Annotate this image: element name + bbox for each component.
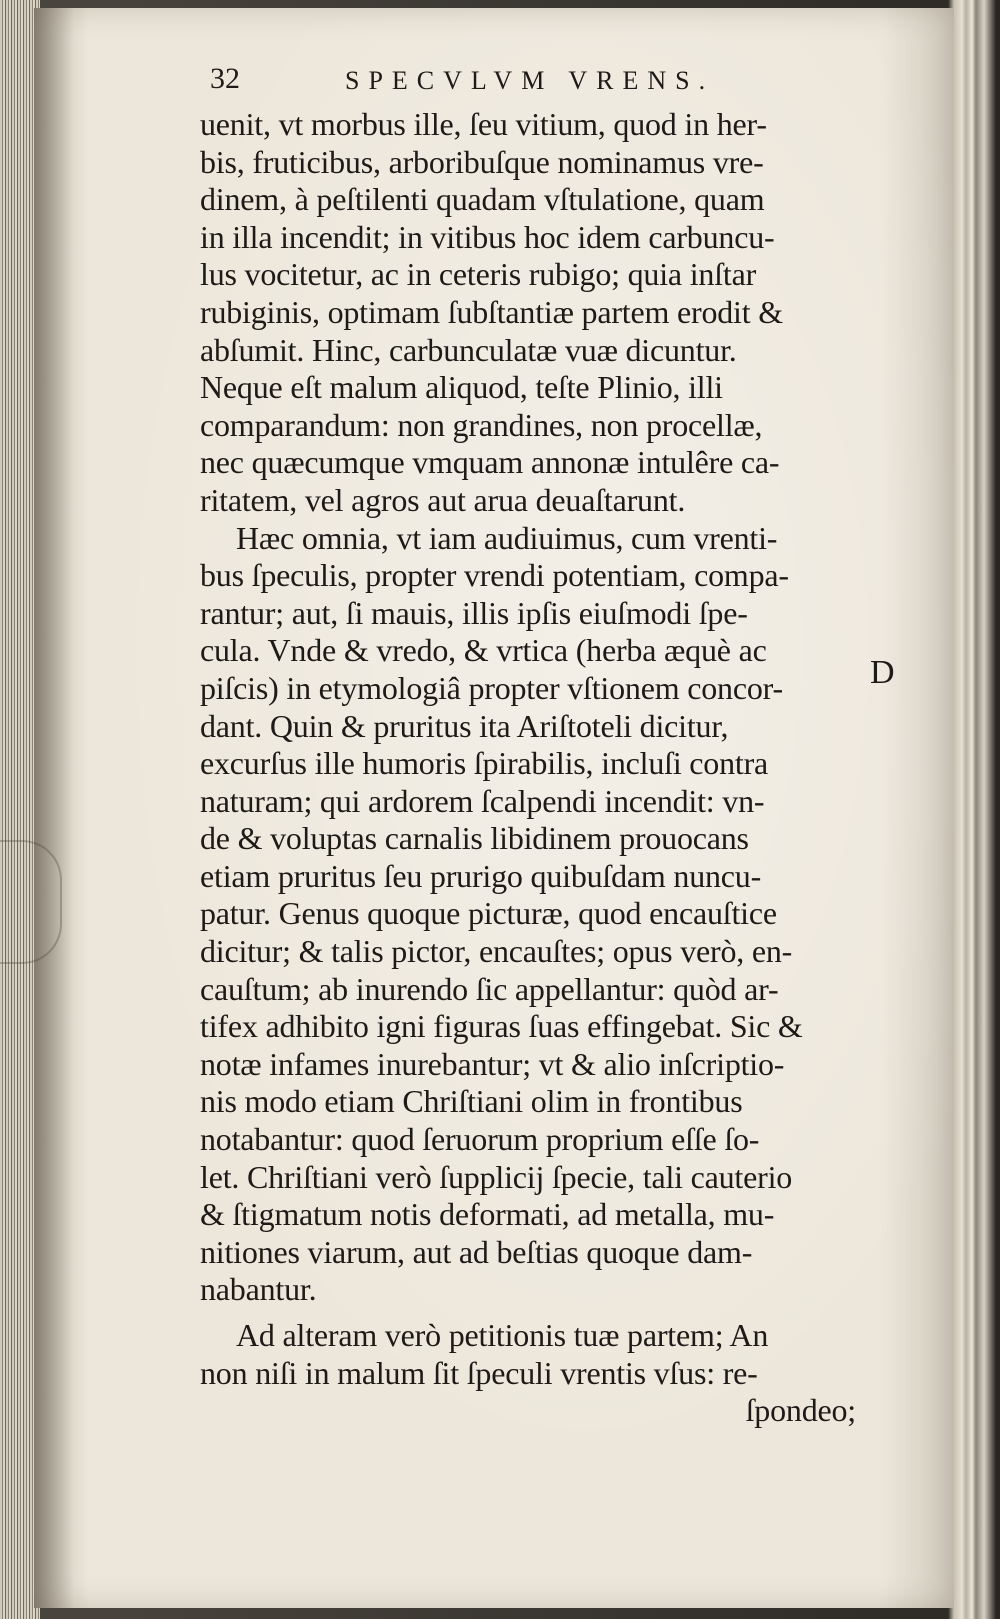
text-line: in illa incendit; in vitibus hoc idem carbuncu- [200, 218, 775, 255]
text-line: patur. Genus quoque picturæ, quod encauſtice [200, 895, 777, 932]
text-line: notæ infames inurebantur; vt & alio inſcriptio- [200, 1045, 785, 1082]
page-edges-right [948, 0, 1000, 1619]
paragraph-3 [200, 1317, 880, 1430]
paragraph-2 [200, 520, 880, 1309]
text-line: let. Chriſtiani verò ſupplicij ſpecie, tali cauterio [200, 1158, 793, 1195]
text-line: Hæc omnia, vt iam audiuimus, cum vrenti- [236, 519, 778, 556]
text-line: cula. Vnde & vredo, & vrtica (herba æquè ac [200, 632, 767, 669]
binding-mark [0, 840, 62, 964]
text-line: bus ſpeculis, propter vrendi potentiam, compa- [200, 557, 789, 594]
text-line: bis, fruticibus, arboribuſque nominamus vre- [200, 143, 764, 180]
text-line: uenit, vt morbus ille, ſeu vitium, quod in her- [200, 106, 767, 142]
catchword-line: ſpondeo; [745, 1392, 856, 1429]
text-line: naturam; qui ardorem ſcalpendi incendit: vn- [200, 782, 765, 819]
text-line: dicitur; & talis pictor, encauſtes; opus verò, en- [200, 933, 793, 970]
page-text-block [200, 62, 880, 1430]
text-line: Ad alteram verò petitionis tuæ partem; An [236, 1317, 769, 1353]
running-head [200, 62, 880, 102]
paragraph-1 [200, 106, 880, 520]
text-line: dant. Quin & pruritus ita Ariſtoteli dicitur, [200, 707, 729, 744]
text-line: nitiones viarum, aut ad beſtias quoque dam- [200, 1233, 753, 1270]
text-line: ritatem, vel agros aut arua deuaſtarunt. [200, 481, 686, 518]
text-line: nis modo etiam Chriſtiani olim in frontibus [200, 1083, 743, 1120]
text-line: notabantur: quod ſeruorum proprium eſſe ſo- [200, 1121, 760, 1158]
text-line: lus vocitetur, ac in ceteris rubigo; quia inſtar [200, 256, 757, 293]
text-line: Neque eſt malum aliquod, teſte Plinio, illi [200, 369, 723, 406]
text-line: abſumit. Hinc, carbunculatæ vuæ dicuntur. [200, 331, 737, 368]
text-line: comparandum: non grandines, non procellæ, [200, 406, 763, 443]
text-line: & ſtigmatum notis deformati, ad metalla, mu- [200, 1196, 775, 1233]
text-line: excurſus ille humoris ſpirabilis, incluſi contra [200, 745, 769, 782]
text-line: cauſtum; ab inurendo ſic appellantur: quòd ar- [200, 970, 779, 1007]
text-line: non niſi in malum ſit ſpeculi vrentis vſus: re- [200, 1354, 758, 1391]
text-line: rantur; aut, ſi mauis, illis ipſis eiuſmodi ſpe- [200, 594, 748, 631]
text-line: piſcis) in etymologiâ propter vſtionem concor- [200, 669, 783, 706]
text-line: rubiginis, optimam ſubſtantiæ partem erodit & [200, 293, 783, 330]
spine-crease [34, 8, 74, 1608]
page-number: 32 [210, 62, 240, 95]
text-line: de & voluptas carnalis libidinem prouocans [200, 820, 749, 857]
text-line: etiam pruritus ſeu prurigo quibuſdam nuncu- [200, 857, 762, 894]
text-line: nabantur. [200, 1271, 317, 1308]
text-line: dinem, à peſtilenti quadam vſtulatione, quam [200, 181, 765, 218]
margin-letter: D [870, 654, 895, 691]
text-line: nec quæcumque vmquam annonæ intulêre ca- [200, 444, 780, 481]
text-line: tifex adhibito igni figuras ſuas effingebat. Sic & [200, 1008, 803, 1045]
running-title: SPECVLVM VRENS. [345, 66, 715, 95]
